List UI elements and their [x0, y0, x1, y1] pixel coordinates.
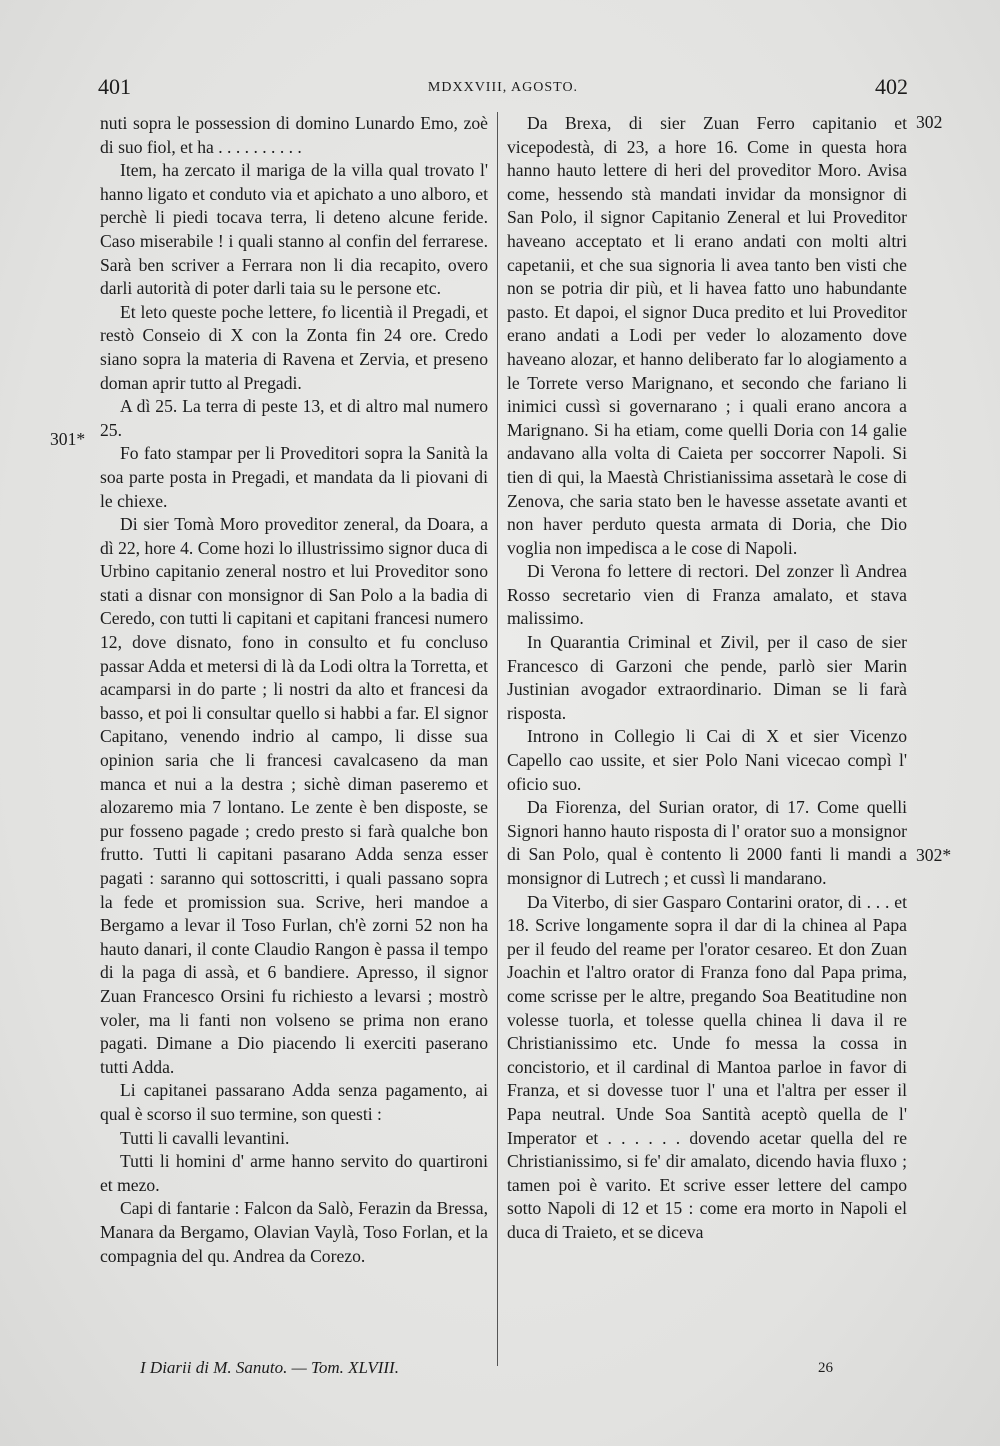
paragraph: A dì 25. La terra di peste 13, et di altro mal numero 25.: [100, 396, 488, 440]
paragraph: Tutti li cavalli levantini.: [120, 1127, 290, 1148]
page-footer: [100, 1358, 910, 1384]
paragraph: nuti sopra le possession di domino Lunardo Emo, zoè di suo fiol, et ha . . . . . . . . . .: [100, 113, 488, 157]
paragraph: Di Verona fo lettere di rectori. Del zonzer lì Andrea Rosso secretario vien di Franza amalato, et stava malissimo.: [507, 561, 907, 629]
paragraph: In Quarantia Criminal et Zivil, per il caso de sier Francesco di Garzoni che pende, parlò sier Marin Justinian avogador extraordinario. Diman se li farà risposta.: [507, 632, 907, 723]
page-number-left: 401: [98, 74, 131, 99]
paragraph: Introno in Collegio li Cai di X et sier Vicenzo Capello cao ussite, et sier Polo Nani vicecao compì l' oficio suo.: [507, 726, 907, 794]
margin-note-301-star: 301*: [50, 429, 86, 449]
paragraph: Fo fato stampar per li Proveditori sopra la Sanità la soa parte posta in Pregadi, et mandata da li piovani di le chiexe.: [100, 443, 488, 511]
paragraph: Et leto queste poche lettere, fo licentià il Pregadi, et restò Conseio di X con la Zonta fin 24 ore. Credo siano sopra la materia di Ravena et Zervia, et preseno doman aprir tutto al Pregadi.: [100, 301, 488, 393]
left-column: [100, 112, 488, 1268]
paragraph: Da Viterbo, di sier Gasparo Contarini orator, di . . . et 18. Scrive longamente sopra il dar di la chinea al Papa per il feudo del reame per l'orator cesareo. Et don Zuan Joachin et l'altro orator di Franza fono dal Papa prima, come scrisse per le altre, pregando Soa Beatitudine non volesse tuorla, et tolesse quella chinea li dava il re Christianissimo etc. Unde fo messa la cossa in concistorio, et il cardinal di Mantoa parloe in favor di Franza, et si dovesse tuor l' una et l'altra per esser il Papa neutral. Unde Soa Santità aceptò quella de l' Imperator et . . . . . . dovendo acetar quella del re Christianissimo, si fe' dir amalato, dicendo havia fluxo ; tamen poi è varito. Et scrive esser lettere del campo sotto Napoli di 12 et 15 : come era morto in Napoli el duca di Traieto, et se diceva: [507, 891, 907, 1242]
page-number-right: 402: [875, 74, 908, 99]
footer-citation: I Diarii di M. Sanuto. — Tom. XLVIII.: [140, 1358, 399, 1377]
paragraph: Da Brexa, di sier Zuan Ferro capitanio et vicepodestà, di 23, a hore 16. Come in questa hora hanno hauto lettere di heri del proveditor Moro. Avisa come, hessendo stà mandati invidar da monsignor di San Polo, il signor Capitanio Zeneral et lui Proveditor haveano acceptato et li erano andati con molti altri capetanii, et che sua signoria li avea tanto ben visti che non se potria dir più, et li havea fatto uno habundante pasto. Et dapoi, el signor Duca predito et lui Proveditor erano andati a Lodi per veder lo alozamento dove haveano alozar, et hanno deliberato far lo alogiamento a le Torrete verso Marignano, et secondo che fariano li inimici cussì si governarano ; i quali erano ancora a Marignano. Si ha etiam, come quelli Doria con 14 galie andavano alla volta di Caieta per soccorrer Napoli. Si tien di qui, la Maestà Christianissima assetarà le cose di Zenova, che saria stato ben le havesse assetate avanti et non haver perduto questa armata di Doria, che Dio voglia non impedisca a le cose di Napoli.: [507, 113, 907, 558]
margin-note-302: 302: [916, 112, 943, 132]
paragraph: Li capitanei passarano Adda senza pagamento, ai qual è scorso il suo termine, son questi :: [100, 1080, 488, 1124]
paragraph: Capi di fantarie : Falcon da Salò, Ferazin da Bressa, Manara da Bergamo, Olavian Vaylà, Toso Forlan, et la compagnia del qu. Andrea da Corezo.: [100, 1198, 488, 1266]
signature-mark: 26: [818, 1360, 833, 1376]
paragraph: Da Fiorenza, del Surian orator, di 17. Come quelli Signori hanno hauto risposta di l' orator suo a monsignor di San Polo, qual è contento li 2000 fanti li mandi a monsignor di Lutrech ; et cussì li mandarano.: [507, 797, 907, 888]
paragraph: Tutti li homini d' arme hanno servito do quartironi et mezo.: [100, 1151, 488, 1195]
column-divider: [497, 112, 498, 1366]
paragraph: Item, ha zercato il mariga de la villa qual trovato l' hanno ligato et conduto via et apichato a uno alboro, et perchè li piedi tocava terra, li deteno alcune feride. Caso miserabile ! i quali stanno al confin del ferrarese. Sarà ben scriver a Ferrara non li dia recapito, overo darli autorità di poter darli taia su le persone etc.: [100, 160, 488, 299]
paragraph: Di sier Tomà Moro proveditor zeneral, da Doara, a dì 22, hore 4. Come hozi lo illustrissimo signor duca di Urbino capitanio zeneral nostro et lui Proveditor sono stati a disnar con monsignor di San Polo a la badia di Ceredo, con tutti li capitani et capitani francesi numero 12, dove disnato, fono in consulto et fu concluso passar Adda et metersi di là da Lodi oltra la Torretta, et acamparsi in do parte ; li nostri da alto et francesi da basso, et poi li consultar quello si habbi a far. El signor Capitano, venendo indrio al campo, li disse sua opinion saria che li francesi cavalcaseno da man manca et nui a la destra ; sichè diman paseremo et alozaremo mia 7 lontano. Le zente è ben disposte, se pur fosseno pagade ; credo presto si farà qualche bon frutto. Tutti li capitani pasarano Adda senza esser pagati : saranno qui sottoscritti, i quali passano sopra la fede et promission sua. Scrive, heri mandoe a Bergamo a levar il Toso Furlan, ch'è zorni 52 non ha hauto danari, il conte Claudio Rangon è passa il tempo di la paga di assà, et 6 bandiere. Apresso, il signor Zuan Francesco Orsini fu richiesto a levarsi ; mostrò voler, ma li fanti non volseno se prima non erano pagati. Dimane a Dio piacendo li exerciti paserano tutti Adda.: [100, 514, 489, 1077]
page-header: [98, 74, 908, 104]
right-column: [507, 112, 907, 1245]
margin-note-302-star: 302*: [916, 845, 952, 865]
running-title: MDXXVIII, AGOSTO.: [427, 80, 579, 95]
